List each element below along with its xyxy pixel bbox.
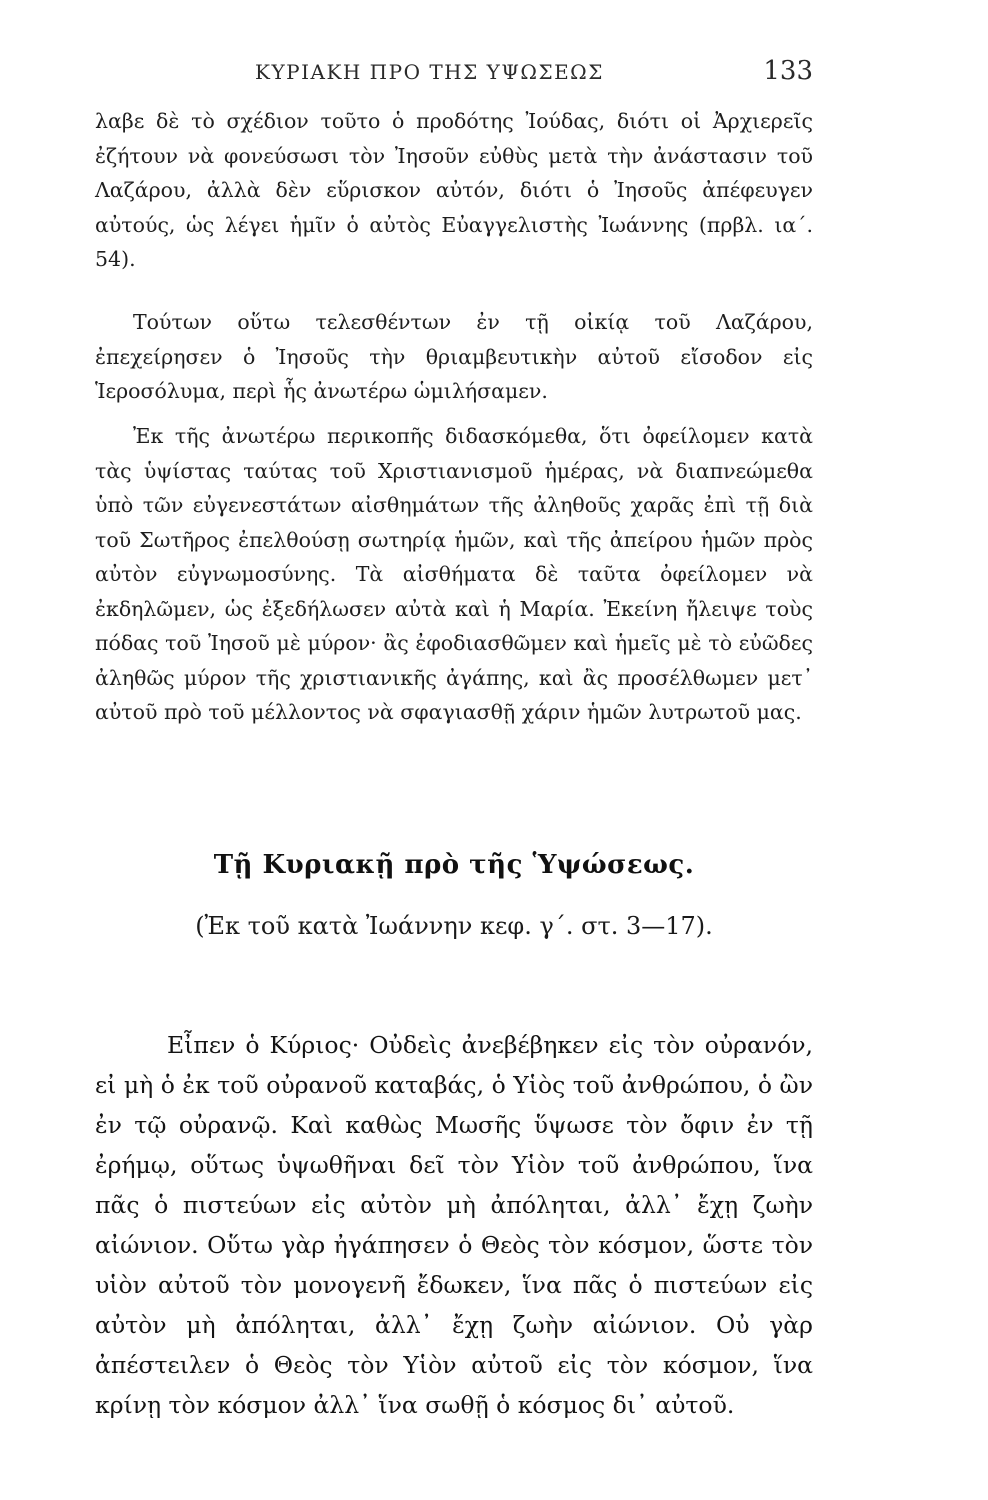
paragraph-lazarus — [95, 305, 813, 409]
page-number: 133 — [763, 56, 813, 86]
paragraph-text: Ἐκ τῆς ἀνωτέρω περικοπῆς διδασκόμεθα, ὅτι ὀφείλομεν κατὰ τὰς ὑψίστας ταύτας τοῦ Χριστιανισμοῦ ἡμέρας, νὰ διαπνεώμεθα ὑπὸ τῶν εὐγενεστάτων αἰσθημάτων τῆς ἀληθοῦς χαρᾶς ἐπὶ τῇ διὰ τοῦ Σωτῆρος ἐπελθούσῃ σωτηρίᾳ ἡμῶν, καὶ τῆς ἀπείρου ἡμῶν πρὸς αὐτὸν εὐγνωμοσύνης. Τὰ αἰσθήματα δὲ ταῦτα ὀφείλομεν νὰ ἐκδηλῶμεν, ὡς ἐξεδήλωσεν αὐτὰ καὶ ἡ Μαρία. Ἐκείνη ἤλειψε τοὺς πόδας τοῦ Ἰησοῦ μὲ μύρον· ἂς ἐφοδιασθῶμεν καὶ ἡμεῖς μὲ τὸ εὐῶδες ἀληθῶς μύρον τῆς χριστιανικῆς ἀγάπης, καὶ ἂς προσέλθωμεν μετ᾽ αὐτοῦ πρὸ τοῦ μέλλοντος νὰ σφαγιασθῇ χάριν ἡμῶν λυτρωτοῦ μας. — [95, 424, 813, 724]
running-title: ΚΥΡΙΑΚΗ ΠΡΟ ΤΗΣ ΥΨΩΣΕΩΣ — [255, 60, 604, 84]
section-title: Τῇ Κυριακῇ πρὸ τῆς Ὑψώσεως. — [213, 850, 695, 880]
paragraph-lesson — [95, 419, 813, 730]
paragraph-continuation — [95, 104, 813, 277]
paragraph-text: λαβε δὲ τὸ σχέδιον τοῦτο ὁ προδότης Ἰούδας, διότι οἱ Ἀρχιερεῖς ἐζήτουν νὰ φονεύσωσι τὸν Ἰησοῦν εὐθὺς μετὰ τὴν ἀνάστασιν τοῦ Λαζάρου, ἀλλὰ δὲν εὕρισκον αὐτόν, διότι ὁ Ἰησοῦς ἀπέφευγεν αὐτούς, ὡς λέγει ἡμῖν ὁ αὐτὸς Εὐαγγελιστὴς Ἰωάννης (πρβλ. ια΄. 54). — [95, 109, 813, 271]
page-header — [95, 54, 813, 94]
gospel-reading-text: Εἶπεν ὁ Κύριος· Οὐδεὶς ἀνεβέβηκεν εἰς τὸν οὐρανόν, εἰ μὴ ὁ ἐκ τοῦ οὐρανοῦ καταβάς, ὁ Υἱὸς τοῦ ἀνθρώπου, ὁ ὢν ἐν τῷ οὐρανῷ. Καὶ καθὼς Μωσῆς ὕψωσε τὸν ὄφιν ἐν τῇ ἐρήμῳ, οὕτως ὑψωθῆναι δεῖ τὸν Υἱὸν τοῦ ἀνθρώπου, ἵνα πᾶς ὁ πιστεύων εἰς αὐτὸν μὴ ἀπόληται, ἀλλ᾽ ἔχῃ ζωὴν αἰώνιον. Οὕτω γὰρ ἠγάπησεν ὁ Θεὸς τὸν κόσμον, ὥστε τὸν υἱὸν αὐτοῦ τὸν μονογενῆ ἔδωκεν, ἵνα πᾶς ὁ πιστεύων εἰς αὐτὸν μὴ ἀπόληται, ἀλλ᾽ ἔχῃ ζωὴν αἰώνιον. Οὐ γὰρ ἀπέστειλεν ὁ Θεὸς τὸν Υἱὸν αὐτοῦ εἰς τὸν κόσμον, ἵνα κρίνῃ τὸν κόσμον ἀλλ᾽ ἵνα σωθῇ ὁ κόσμος δι᾽ αὐτοῦ. — [95, 1031, 813, 1419]
scripture-reference: (Ἐκ τοῦ κατὰ Ἰωάννην κεφ. γ΄. στ. 3—17). — [195, 912, 713, 940]
paragraph-text: Τούτων οὕτω τελεσθέντων ἐν τῇ οἰκίᾳ τοῦ Λαζάρου, ἐπεχείρησεν ὁ Ἰησοῦς τὴν θριαμβευτικὴν αὐτοῦ εἴσοδον εἰς Ἱεροσόλυμα, περὶ ἧς ἀνωτέρω ὡμιλήσαμεν. — [95, 310, 813, 403]
